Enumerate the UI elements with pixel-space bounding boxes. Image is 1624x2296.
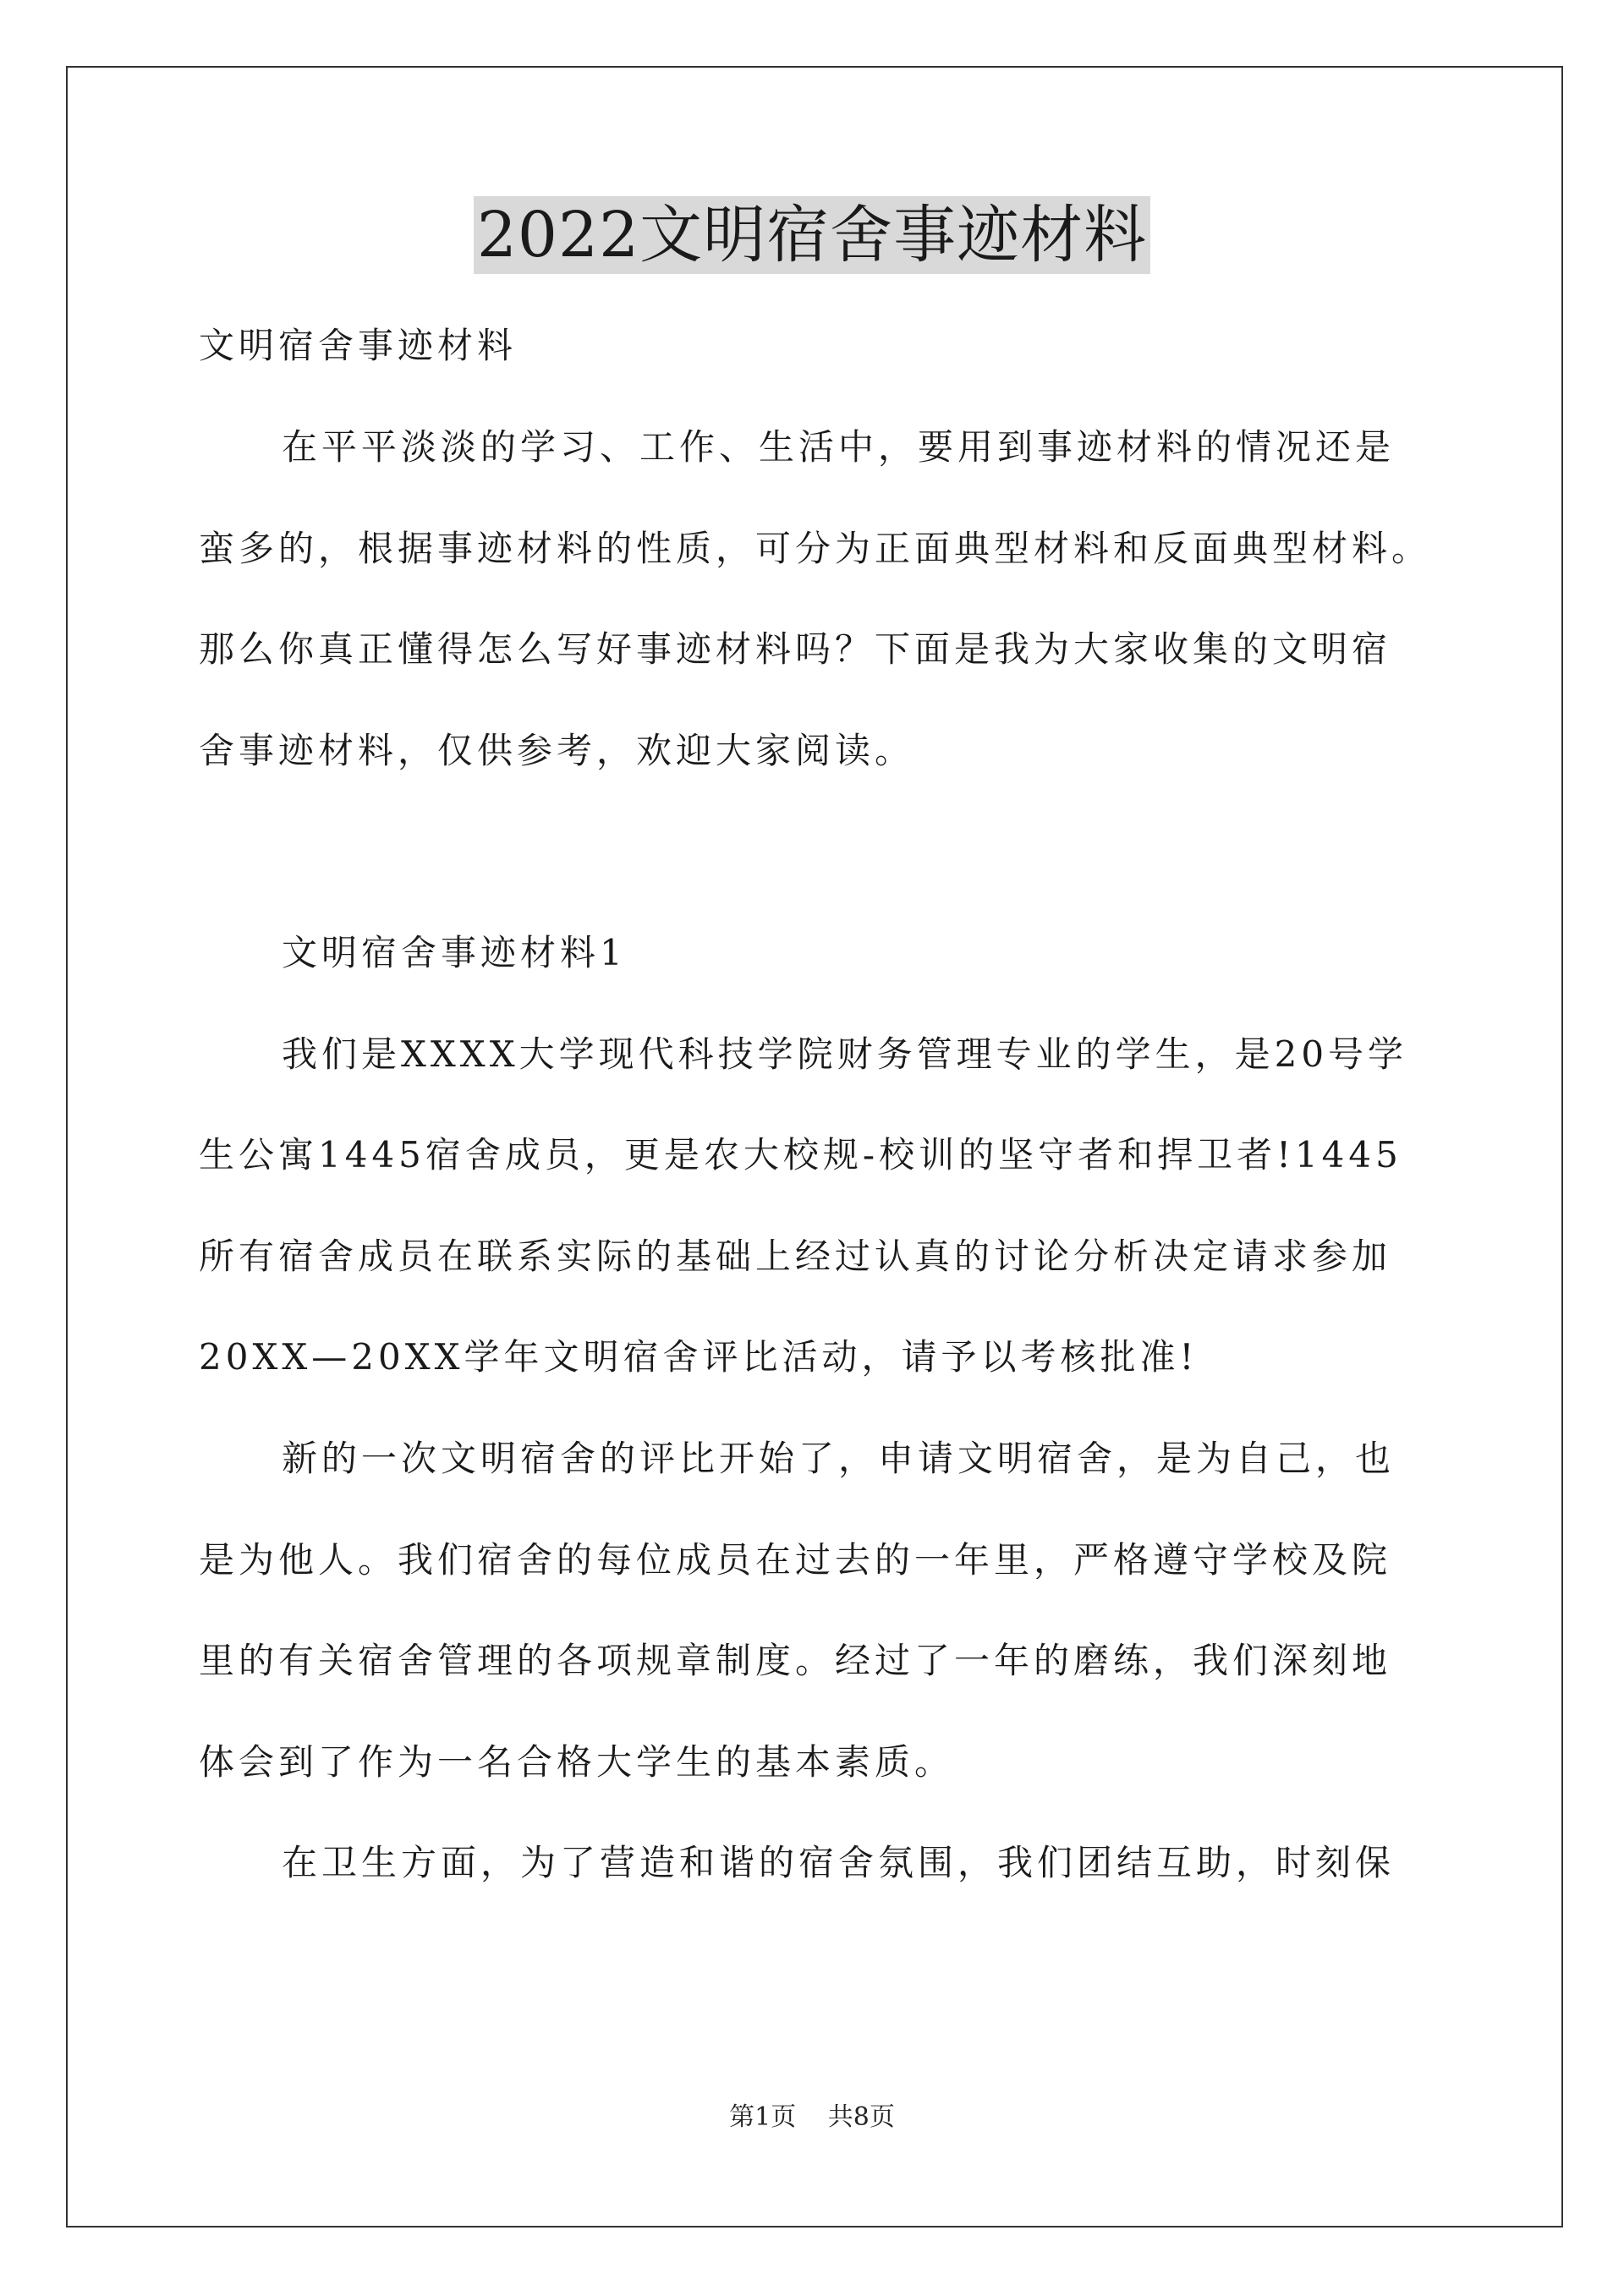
page-footer: [0, 2096, 1624, 2133]
intro-line: 在平平淡淡的学习、工作、生活中，要用到事迹材料的情况还是: [282, 426, 1396, 468]
paragraph-line: 20XX—20XX学年文明宿舍评比活动，请予以考核批准!: [199, 1336, 1199, 1378]
page-number: 第1页: [729, 2102, 797, 2132]
page-title: 2022文明宿舍事迹材料: [474, 196, 1150, 274]
paragraph-line: 体会到了作为一名合格大学生的基本素质。: [199, 1741, 955, 1783]
intro-line: 那么你真正懂得怎么写好事迹材料吗？下面是我为大家收集的文明宿: [199, 628, 1392, 670]
title-container: [0, 196, 1624, 274]
intro-line: 蛮多的，根据事迹材料的性质，可分为正面典型材料和反面典型材料。: [199, 528, 1432, 569]
intro-line: 舍事迹材料，仅供参考，欢迎大家阅读。: [199, 730, 915, 771]
paragraph-line: 新的一次文明宿舍的评比开始了，申请文明宿舍，是为自己，也: [282, 1438, 1396, 1479]
paragraph-line: 生公寓1445宿舍成员，更是农大校规-校训的坚守者和捍卫者!1445: [199, 1134, 1402, 1175]
section-heading: 文明宿舍事迹材料1: [282, 932, 627, 973]
paragraph-line: 我们是XXXX大学现代科技学院财务管理专业的学生，是20号学: [282, 1033, 1408, 1075]
page-total: 共8页: [827, 2102, 895, 2132]
paragraph-line: 所有宿舍成员在联系实际的基础上经过认真的讨论分析决定请求参加: [199, 1236, 1392, 1277]
paragraph-line: 里的有关宿舍管理的各项规章制度。经过了一年的磨练，我们深刻地: [199, 1640, 1392, 1681]
paragraph-line: 是为他人。我们宿舍的每位成员在过去的一年里，严格遵守学校及院: [199, 1539, 1392, 1581]
subtitle: 文明宿舍事迹材料: [199, 325, 518, 366]
paragraph-line: 在卫生方面，为了营造和谐的宿舍氛围，我们团结互助，时刻保: [282, 1842, 1396, 1883]
